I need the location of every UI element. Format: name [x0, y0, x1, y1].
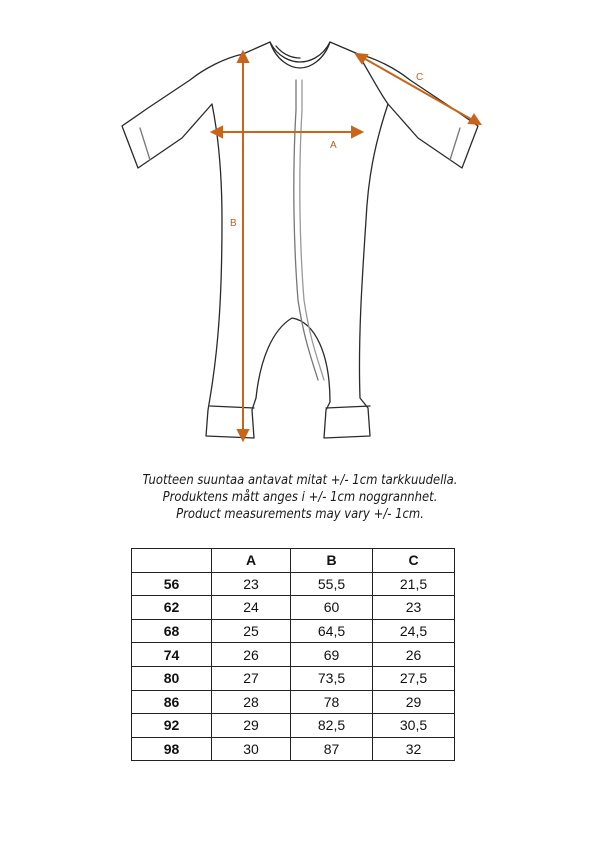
- size-cell: 98: [132, 737, 212, 761]
- label-a: A: [330, 140, 337, 151]
- table-cell: 23: [373, 596, 455, 620]
- size-cell: 86: [132, 690, 212, 714]
- size-cell: 74: [132, 643, 212, 667]
- table-cell: 29: [212, 714, 291, 738]
- table-header-cell: A: [212, 549, 291, 573]
- table-row: [132, 666, 455, 690]
- size-cell: 62: [132, 596, 212, 620]
- table-header-cell: [132, 549, 212, 573]
- table-header-cell: C: [373, 549, 455, 573]
- size-cell: 56: [132, 572, 212, 596]
- label-b: B: [230, 218, 237, 229]
- note-english: Product measurements may vary +/- 1cm.: [176, 506, 424, 522]
- measurement-notes: [42, 472, 558, 523]
- table-cell: 24,5: [373, 619, 455, 643]
- table-cell: 69: [291, 643, 373, 667]
- table-row: [132, 690, 455, 714]
- table-row: [132, 596, 455, 620]
- table-cell: 55,5: [291, 572, 373, 596]
- table-cell: 24: [212, 596, 291, 620]
- size-cell: 80: [132, 666, 212, 690]
- table-row: [132, 619, 455, 643]
- size-cell: 68: [132, 619, 212, 643]
- table-row: [132, 714, 455, 738]
- table-header-cell: B: [291, 549, 373, 573]
- table-cell: 32: [373, 737, 455, 761]
- table-cell: 26: [373, 643, 455, 667]
- table-cell: 64,5: [291, 619, 373, 643]
- table-cell: 87: [291, 737, 373, 761]
- size-table: [131, 548, 455, 761]
- table-cell: 26: [212, 643, 291, 667]
- note-finnish: Tuotteen suuntaa antavat mitat +/- 1cm tarkkuudella.: [142, 472, 458, 488]
- table-row: [132, 643, 455, 667]
- table-cell: 28: [212, 690, 291, 714]
- table-cell: 30: [212, 737, 291, 761]
- romper-outline: [122, 42, 478, 438]
- table-cell: 23: [212, 572, 291, 596]
- table-cell: 60: [291, 596, 373, 620]
- table-header-row: [132, 549, 455, 573]
- table-cell: 29: [373, 690, 455, 714]
- size-cell: 92: [132, 714, 212, 738]
- table-row: [132, 737, 455, 761]
- table-cell: 25: [212, 619, 291, 643]
- table-cell: 21,5: [373, 572, 455, 596]
- table-cell: 82,5: [291, 714, 373, 738]
- note-swedish: Produktens mått anges i +/- 1cm noggrannhet.: [162, 489, 438, 505]
- table-row: [132, 572, 455, 596]
- dimension-lines: [212, 52, 480, 440]
- label-c: C: [416, 72, 424, 83]
- table-cell: 27,5: [373, 666, 455, 690]
- table-cell: 73,5: [291, 666, 373, 690]
- dimension-c-line: [360, 56, 476, 122]
- table-cell: 78: [291, 690, 373, 714]
- table-cell: 27: [212, 666, 291, 690]
- table-cell: 30,5: [373, 714, 455, 738]
